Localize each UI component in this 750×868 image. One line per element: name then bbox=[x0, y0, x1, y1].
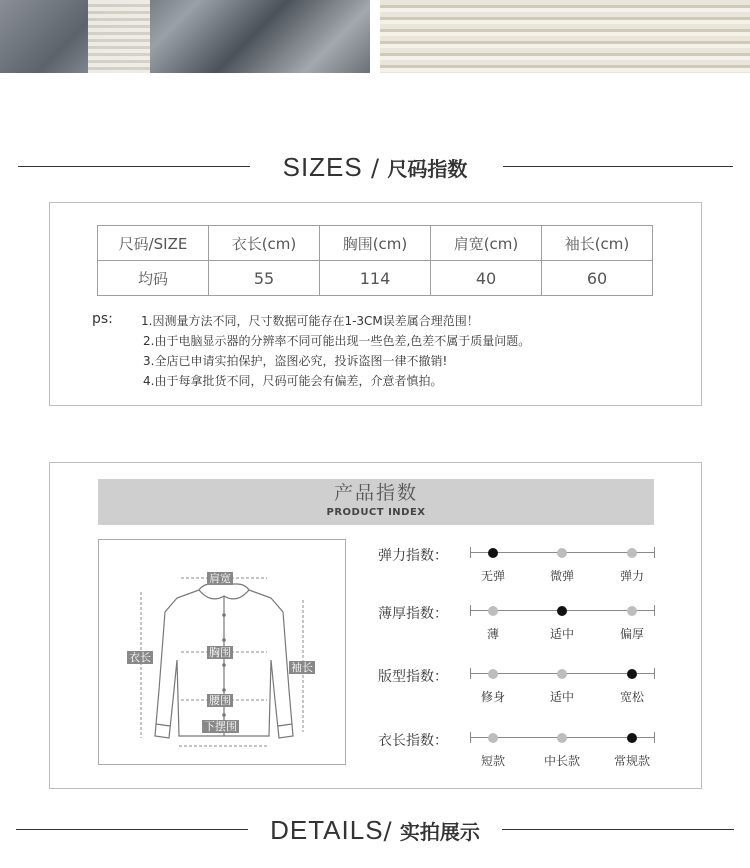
size-chart-box bbox=[49, 202, 702, 406]
garment-label-length: 衣长 bbox=[129, 651, 151, 664]
table-row bbox=[98, 261, 653, 296]
details-heading-slash: / bbox=[383, 817, 392, 845]
garment-label-sleeve: 袖长 bbox=[291, 661, 313, 674]
index-scale bbox=[470, 732, 654, 744]
garment-label-shoulder: 肩宽 bbox=[209, 572, 231, 585]
garment-label-waist: 腰围 bbox=[209, 694, 231, 707]
index-option-label: 修身 bbox=[480, 690, 505, 704]
garment-label-hem: 下摆围 bbox=[204, 720, 237, 733]
index-option-label: 无弹 bbox=[480, 569, 505, 583]
index-row-label: 薄厚指数： bbox=[378, 606, 448, 622]
notes-list bbox=[141, 311, 530, 391]
note-line: 1.因测量方法不同，尺寸数据可能存在1-3CM误差属合理范围！ bbox=[141, 314, 479, 328]
index-scale bbox=[470, 605, 654, 617]
table-header-cell: 尺码/SIZE bbox=[98, 226, 209, 261]
index-option-label: 中长款 bbox=[543, 754, 580, 768]
index-row-label: 版型指数： bbox=[378, 669, 448, 685]
index-scale bbox=[470, 668, 654, 680]
index-option-label: 短款 bbox=[480, 754, 505, 768]
scale-dot-icon bbox=[488, 606, 498, 616]
index-option-label: 适中 bbox=[549, 627, 574, 641]
scale-dot-icon bbox=[488, 669, 498, 679]
scale-dot-icon bbox=[557, 548, 567, 558]
sizes-heading-cn: 尺码指数 bbox=[387, 157, 468, 181]
product-index-title-en: PRODUCT INDEX bbox=[326, 507, 426, 518]
product-photo-left bbox=[0, 0, 370, 73]
index-option-label: 偏厚 bbox=[619, 627, 644, 641]
table-header-cell: 胸围(cm) bbox=[320, 226, 431, 261]
table-cell: 40 bbox=[431, 261, 542, 296]
note-line: 2.由于电脑显示器的分辨率不同可能出现一些色差,色差不属于质量问题。 bbox=[143, 334, 531, 348]
product-index-title-cn: 产品指数 bbox=[333, 482, 418, 504]
notes-label: ps: bbox=[92, 311, 113, 327]
index-row-label: 衣长指数： bbox=[378, 733, 448, 749]
scale-dot-icon bbox=[488, 733, 498, 743]
scarf-image bbox=[88, 0, 150, 73]
index-scale bbox=[470, 547, 654, 559]
garment-diagram bbox=[98, 539, 346, 765]
table-header-row bbox=[98, 226, 653, 261]
selected-dot-icon bbox=[488, 548, 498, 558]
product-photo-right bbox=[380, 0, 750, 73]
index-row-label: 弹力指数： bbox=[378, 548, 448, 564]
selected-dot-icon bbox=[627, 669, 637, 679]
index-option-label: 适中 bbox=[549, 690, 574, 704]
selected-dot-icon bbox=[557, 606, 567, 616]
scale-dot-icon bbox=[557, 669, 567, 679]
index-option-label: 常规款 bbox=[613, 754, 650, 768]
index-option-label: 微弹 bbox=[549, 569, 574, 583]
scale-dot-icon bbox=[627, 606, 637, 616]
details-heading-cn: 实拍展示 bbox=[399, 820, 480, 844]
scale-dot-icon bbox=[557, 733, 567, 743]
note-line: 4.由于每拿批货不同，尺码可能会有偏差，介意者慎拍。 bbox=[143, 374, 443, 388]
table-header-cell: 肩宽(cm) bbox=[431, 226, 542, 261]
note-line: 3.全店已申请实拍保护，盗图必究，投诉盗图一律不撤销! bbox=[143, 354, 448, 368]
size-table bbox=[97, 225, 653, 296]
table-cell: 55 bbox=[209, 261, 320, 296]
index-option-label: 宽松 bbox=[619, 690, 644, 704]
sizes-heading bbox=[0, 147, 750, 187]
table-header-cell: 袖长(cm) bbox=[542, 226, 653, 261]
index-option-label: 薄 bbox=[486, 627, 499, 641]
selected-dot-icon bbox=[627, 733, 637, 743]
product-index-box bbox=[49, 462, 702, 789]
scale-dot-icon bbox=[627, 548, 637, 558]
table-cell: 60 bbox=[542, 261, 653, 296]
table-cell: 114 bbox=[320, 261, 431, 296]
table-cell: 均码 bbox=[98, 261, 209, 296]
details-heading-en: DETAILS bbox=[270, 815, 384, 845]
sizes-heading-en: SIZES bbox=[282, 152, 363, 182]
sizes-heading-slash: / bbox=[371, 154, 380, 182]
garment-label-chest: 胸围 bbox=[209, 646, 231, 659]
index-option-label: 弹力 bbox=[619, 569, 644, 583]
product-index-banner bbox=[98, 479, 654, 525]
table-header-cell: 衣长(cm) bbox=[209, 226, 320, 261]
details-heading bbox=[0, 810, 750, 850]
